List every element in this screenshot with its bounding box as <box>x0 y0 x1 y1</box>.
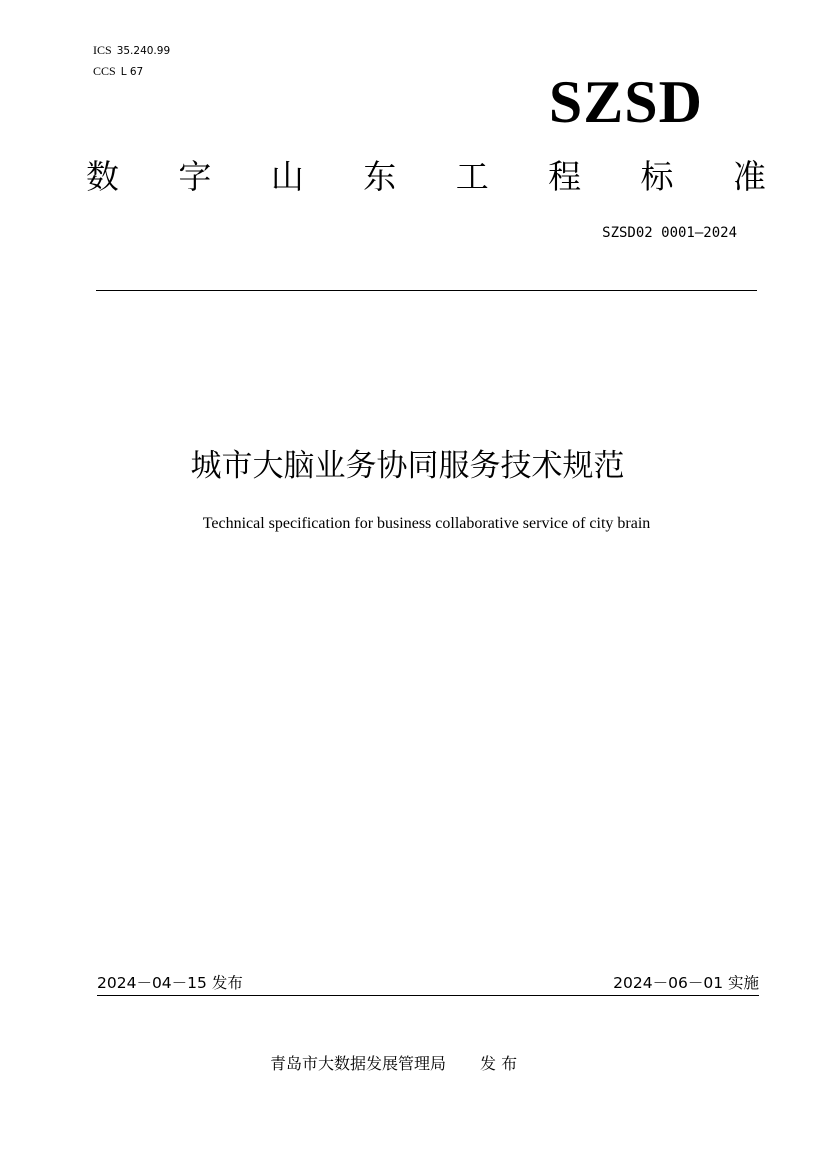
implementation-date: 2024－06－01 实施 <box>613 974 759 992</box>
ics-label: ICS <box>93 43 112 57</box>
title-char: 数 <box>86 157 119 196</box>
standard-category-title <box>86 154 766 200</box>
header-divider <box>96 290 757 291</box>
document-title: 城市大脑业务协同服务技术规范 <box>190 448 625 484</box>
document-english-title: Technical specification for business collaborative service of city brain <box>202 515 651 532</box>
release-date: 2024－04－15 发布 <box>97 974 243 992</box>
publisher-line <box>270 1052 517 1076</box>
title-char: 字 <box>178 157 212 196</box>
ccs-label: CCS <box>93 64 116 78</box>
title-char: 东 <box>363 157 397 196</box>
classification-codes <box>93 40 170 82</box>
date-row <box>97 972 759 994</box>
title-char: 准 <box>732 157 766 196</box>
ccs-value: L 67 <box>120 66 144 78</box>
ics-value: 35.240.99 <box>116 45 171 57</box>
title-char: 工 <box>455 157 489 196</box>
title-char: 程 <box>548 157 582 196</box>
title-char: 标 <box>640 157 674 196</box>
publish-action: 发 布 <box>480 1054 518 1073</box>
ics-code <box>93 40 170 61</box>
title-char: 山 <box>270 157 304 196</box>
standard-brand-mark: SZSD <box>548 69 703 135</box>
publisher-name: 青岛市大数据发展管理局 <box>270 1054 447 1073</box>
standard-number: SZSD02 0001—2024 <box>602 225 737 241</box>
ccs-code <box>93 61 170 82</box>
footer-divider <box>97 995 759 996</box>
